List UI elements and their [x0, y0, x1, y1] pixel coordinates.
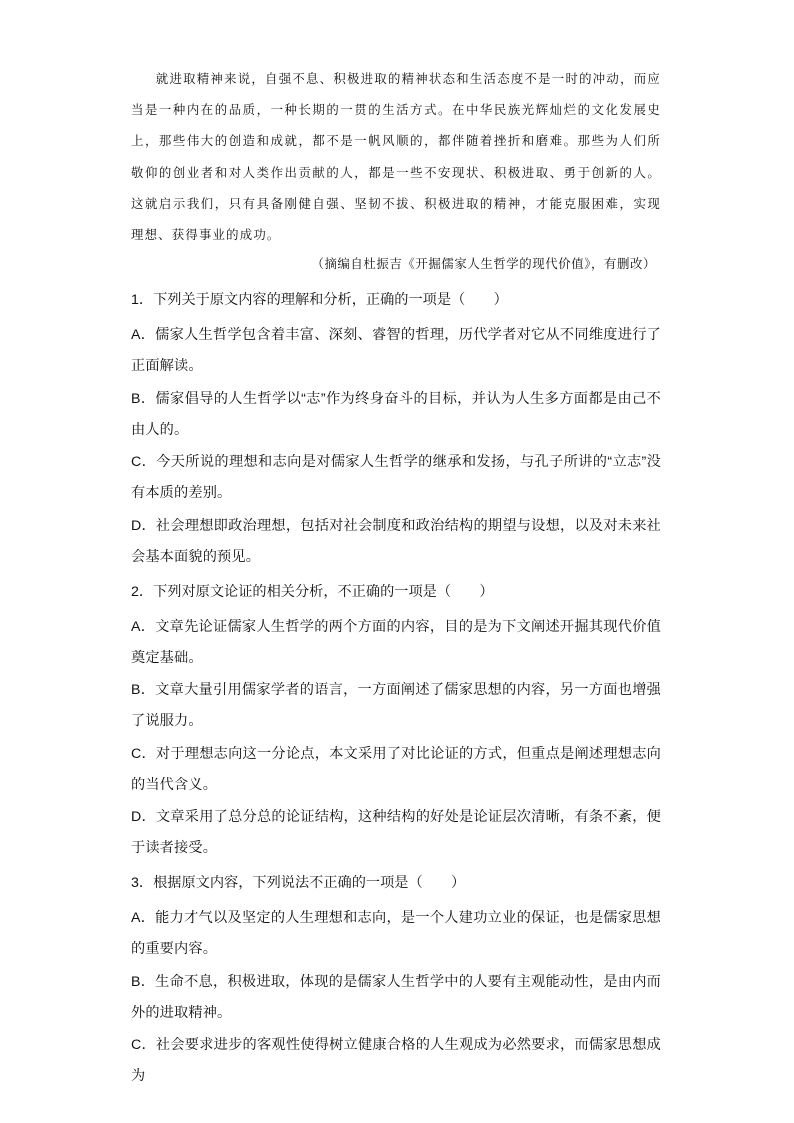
- question-list: [131, 286, 661, 1094]
- answer-option-a: A．能力才气以及坚定的人生理想和志向，是一个人建功立业的保证，也是儒家思想的重要内容。: [131, 910, 661, 957]
- answer-option-b: B．生命不息，积极进取，体现的是儒家人生哲学中的人要有主观能动性，是由内而外的进取精神。: [131, 973, 661, 1021]
- question-3: [131, 869, 661, 1092]
- answer-option-a: A．儒家人生哲学包含着丰富、深刻、睿智的哲理，历代学者对它从不同维度进行了正面解读。: [131, 327, 661, 374]
- answer-option-b: B．文章大量引用儒家学者的语言，一方面阐述了儒家思想的内容，另一方面也增强了说服力。: [131, 682, 661, 729]
- answer-option-b: B．儒家倡导的人生哲学以“志”作为终身奋斗的目标，并认为人生多方面都是由己不由人的。: [131, 390, 661, 438]
- question-stem: 3．根据原文内容，下列说法不正确的一项是（ ）: [131, 875, 466, 891]
- question-1: [131, 286, 661, 573]
- question-stem: 2．下列对原文论证的相关分析，不正确的一项是（ ）: [131, 583, 494, 600]
- answer-option-c: C．今天所说的理想和志向是对儒家人生哲学的继承和发扬，与孔子所讲的“立志”没有本质的差别。: [131, 454, 661, 501]
- answer-option-c: C．对于理想志向这一分论点，本文采用了对比论证的方式，但重点是阐述理想志向的当代含义。: [131, 745, 661, 793]
- answer-option-d: D．文章采用了总分总的论证结构，这种结构的好处是论证层次清晰，有条不紊，便于读者接受。: [131, 809, 661, 856]
- passage-source-citation: （摘编自杜振吉《开掘儒家人生哲学的现代价值》，有删改）: [311, 256, 656, 271]
- answer-option-a: A．文章先论证儒家人生哲学的两个方面的内容，目的是为下文阐述开掘其现代价值奠定基础。: [131, 618, 661, 666]
- passage-paragraph: 就进取精神来说，自强不息、积极进取的精神状态和生活态度不是一时的冲动，而应当是一种内在的品质，一种长期的一贯的生活方式。在中华民族光辉灿烂的文化发展史上，那些伟大的创造和成就，都不是一帆风顺的，都伴随着挫折和磨难。那些为人们所敬仰的创业者和对人类作出贡献的人，都是一些不安现状、积极进取、勇于创新的人。这就启示我们，只有具备刚健自强、坚韧不拔、积极进取的精神，才能克服困难，实现理想、获得事业的成功。: [131, 71, 661, 243]
- answer-option-d: D．社会理想即政治理想，包括对社会制度和政治结构的期望与设想，以及对未来社会基本面貌的预见。: [131, 517, 661, 565]
- answer-option-c: C．社会要求进步的客观性使得树立健康合格的人生观成为必然要求，而儒家思想成为: [131, 1037, 661, 1084]
- question-stem: 1．下列关于原文内容的理解和分析，正确的一项是（ ）: [131, 292, 508, 308]
- question-2: [131, 578, 661, 865]
